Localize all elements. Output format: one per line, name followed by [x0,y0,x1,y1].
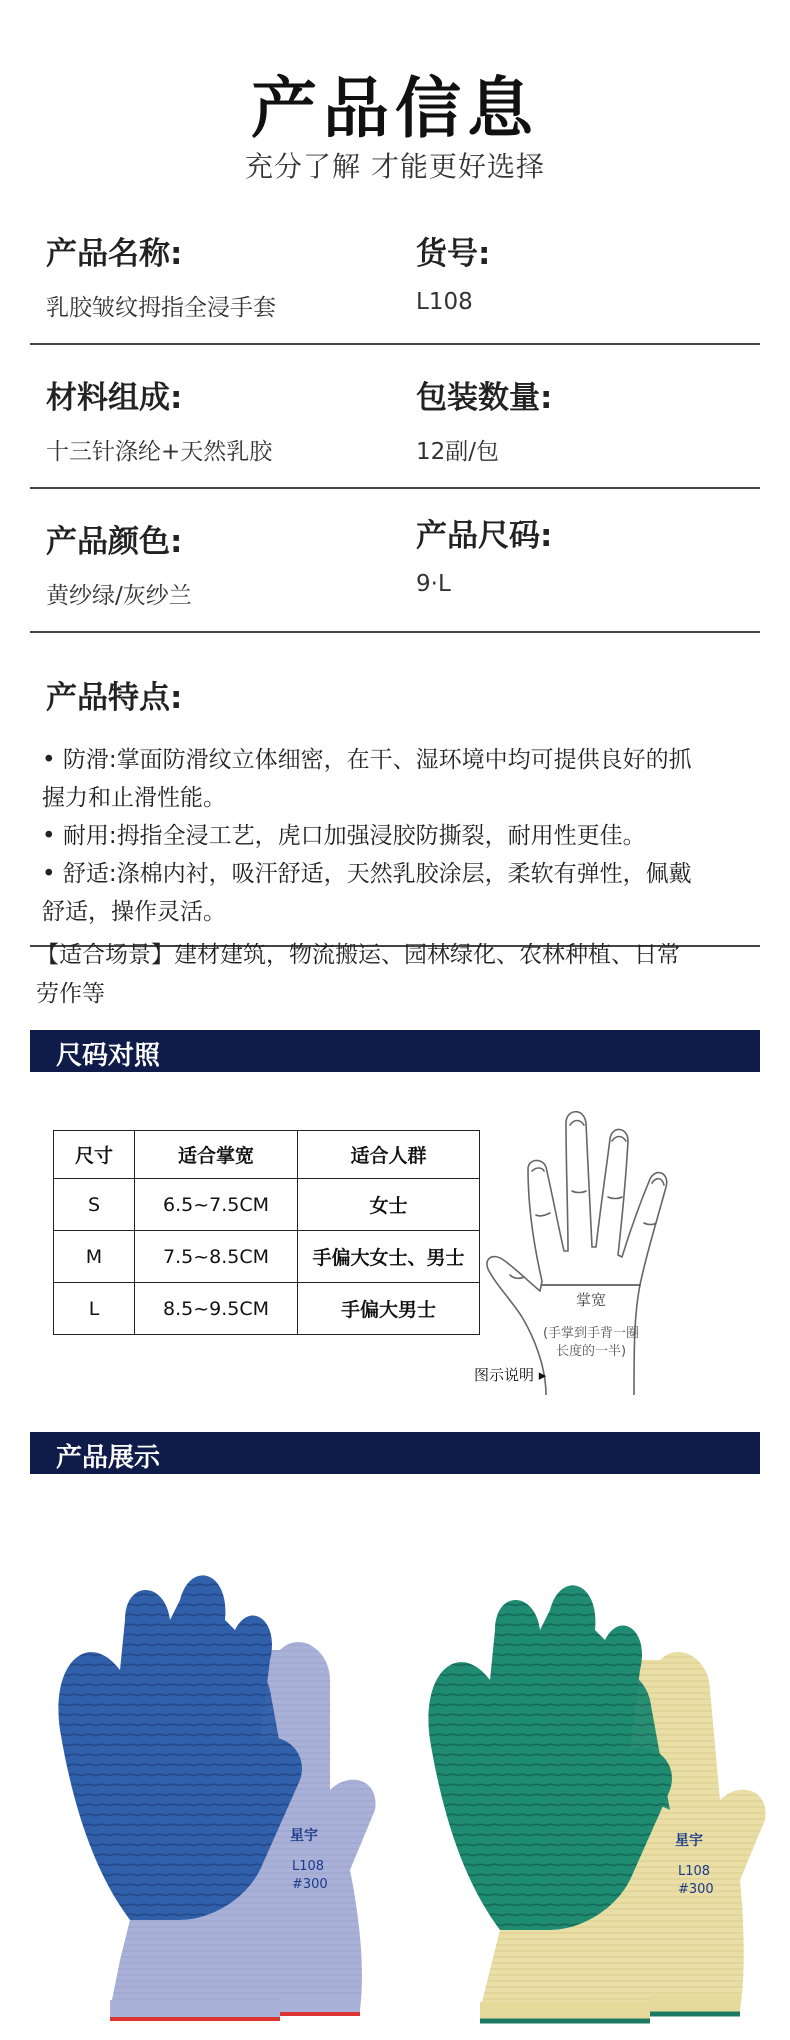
size-chart-title: 尺码对照 [56,1041,161,1071]
size-value: 9·L [416,571,451,597]
size-chart-header [30,1030,760,1072]
palm-width-label: 掌宽 [575,1291,607,1309]
product-name-block [46,228,276,322]
showcase-title: 产品展示 [56,1443,161,1473]
showcase-header [30,1432,760,1474]
palm-width-desc: 长度的一半) [555,1344,627,1359]
color-block [46,516,192,610]
table-row [54,1179,480,1231]
table-header: 适合掌宽 [135,1131,298,1179]
glove-model-print: L108 [292,1859,325,1874]
table-header: 适合人群 [298,1131,480,1179]
table-row [54,1283,480,1335]
table-row [54,1231,480,1283]
feature-line: 握力和止滑性能。 [42,785,226,811]
glove-model-print: L108 [678,1864,711,1879]
table-cell-size: L [54,1283,135,1335]
table-header: 尺寸 [54,1131,135,1179]
material-block [46,372,272,466]
color-value: 黄纱绿/灰纱兰 [46,583,192,609]
product-name-label: 产品名称: [46,236,183,272]
glove-number-print: #300 [678,1882,714,1897]
feature-line: 舒适，操作灵活。 [42,899,226,925]
feature-line: • 耐用:拇指全浸工艺，虎口加强浸胶防撕裂，耐用性更佳。 [42,823,646,849]
features-section [30,672,760,947]
color-label: 产品颜色: [46,524,183,560]
features-list [30,741,760,931]
pack-label: 包装数量: [416,380,553,416]
product-name-value: 乳胶皱纹拇指全浸手套 [46,295,276,321]
hand-outline-diagram [484,1105,704,1395]
product-code-block [416,228,490,315]
glove-product-photo [30,1540,770,2030]
glove-number-print: #300 [292,1877,328,1892]
page-subtitle: 充分了解 才能更好选择 [245,150,545,183]
table-header-row [54,1131,480,1179]
material-value: 十三针涤纶+天然乳胶 [46,439,273,465]
table-cell-group: 手偏大男士 [298,1283,480,1335]
table-cell-size: M [54,1231,135,1283]
table-cell-group: 手偏大女士、男士 [298,1231,480,1283]
blue-glove [58,1575,375,2020]
usage-scenario [36,936,756,1014]
product-code-label: 货号: [416,236,491,272]
feature-line: • 舒适:涤棉内衬，吸汗舒适，天然乳胶涂层，柔软有弹性，佩戴 [42,861,692,887]
diagram-note: 图示说明 ▸ [474,1366,547,1384]
palm-width-desc: (手掌到手背一圈 [542,1326,640,1341]
pack-block [416,372,552,466]
material-label: 材料组成: [46,380,183,416]
feature-line: • 防滑:掌面防滑纹立体细密，在干、湿环境中均可提供良好的抓 [42,747,692,773]
table-cell-group: 女士 [298,1179,480,1231]
usage-scenario-line: 劳作等 [36,981,105,1007]
pack-value: 12副/包 [416,439,500,465]
table-cell-width: 8.5~9.5CM [135,1283,298,1335]
size-label: 产品尺码: [416,518,553,554]
glove-brand-print: 星宇 [290,1828,318,1844]
product-code-value: L108 [416,289,473,315]
green-glove [428,1585,765,2022]
info-row-color-size [30,516,760,633]
info-row-material-pack [30,372,760,489]
size-block [416,510,552,597]
features-title: 产品特点: [46,680,183,716]
usage-scenario-line: 【适合场景】建材建筑，物流搬运、园林绿化、农林种植、日常 [36,942,680,968]
table-cell-size: S [54,1179,135,1231]
info-row-name-code [30,228,760,345]
page-title: 产品信息 [251,70,539,147]
glove-brand-print: 星宇 [675,1833,703,1849]
size-table [53,1130,480,1335]
table-cell-width: 7.5~8.5CM [135,1231,298,1283]
table-cell-width: 6.5~7.5CM [135,1179,298,1231]
